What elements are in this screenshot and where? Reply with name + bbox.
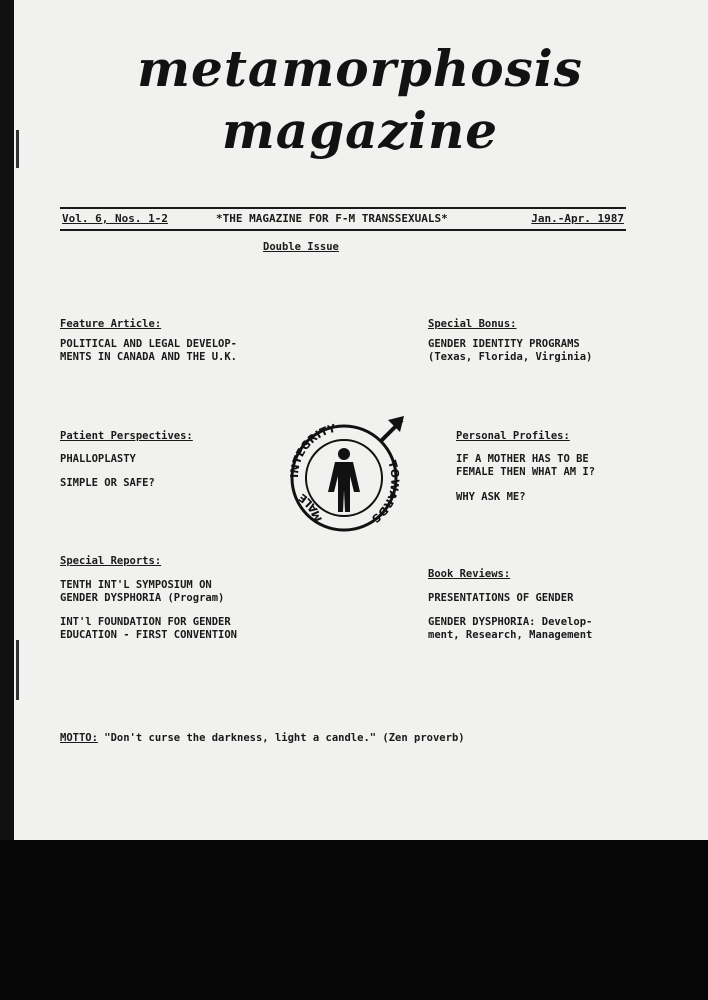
feature-line-2: MENTS IN CANADA AND THE U.K. xyxy=(60,351,238,363)
profiles-line-2: FEMALE THEN WHAT AM I? xyxy=(456,466,596,478)
svg-text:TOWARDS xyxy=(369,459,402,525)
patient-heading: Patient Perspectives: xyxy=(60,430,193,442)
issue-note: Double Issue xyxy=(263,241,339,253)
reviews-item-1: PRESENTATIONS OF GENDER xyxy=(428,592,574,604)
reports-item-1-line-2: GENDER DYSPHORIA (Program) xyxy=(60,592,225,604)
magazine-title xyxy=(80,38,640,162)
bonus-line-2: (Texas, Florida, Virginia) xyxy=(428,351,593,363)
profiles-line-1: IF A MOTHER HAS TO BE xyxy=(456,453,589,465)
feature-line-1: POLITICAL AND LEGAL DEVELOP- xyxy=(60,338,238,350)
profiles-heading: Personal Profiles: xyxy=(456,430,570,442)
masthead-bar xyxy=(60,207,626,231)
staple-mark xyxy=(16,640,19,700)
volume-number: Vol. 6, Nos. 1-2 xyxy=(62,212,168,225)
reviews-item-2-line-2: ment, Research, Management xyxy=(428,629,593,641)
motto xyxy=(60,732,465,744)
logo-word-integrity: INTEGRITY xyxy=(287,421,338,479)
title-line-2: magazine xyxy=(221,101,499,160)
figure-body xyxy=(328,462,360,512)
logo-word-male: MALE xyxy=(296,490,326,524)
reports-item-2-line-1: INT'l FOUNDATION FOR GENDER xyxy=(60,616,231,628)
patient-item-1: PHALLOPLASTY xyxy=(60,453,136,465)
reports-item-2-line-2: EDUCATION - FIRST CONVENTION xyxy=(60,629,238,641)
issue-date: Jan.-Apr. 1987 xyxy=(531,212,624,225)
profiles-item-2: WHY ASK ME? xyxy=(456,491,526,503)
bonus-heading: Special Bonus: xyxy=(428,318,517,330)
reviews-item-2-line-1: GENDER DYSPHORIA: Develop- xyxy=(428,616,593,628)
reviews-heading: Book Reviews: xyxy=(428,568,511,580)
bonus-line-1: GENDER IDENTITY PROGRAMS xyxy=(428,338,580,350)
integrity-towards-male-logo xyxy=(280,414,408,542)
reports-heading: Special Reports: xyxy=(60,555,162,567)
figure-head xyxy=(338,448,350,460)
reports-item-1-line-1: TENTH INT'L SYMPOSIUM ON xyxy=(60,579,212,591)
feature-heading: Feature Article: xyxy=(60,318,162,330)
motto-text: "Don't curse the darkness, light a candle." (Zen proverb) xyxy=(97,732,465,744)
scan-background xyxy=(0,840,708,1000)
title-line-1: metamorphosis xyxy=(137,39,583,98)
logo-word-towards: TOWARDS xyxy=(369,458,402,526)
staple-mark xyxy=(16,130,19,168)
svg-text:INTEGRITY xyxy=(288,422,338,479)
motto-label: MOTTO: xyxy=(60,732,98,744)
patient-item-2: SIMPLE OR SAFE? xyxy=(60,477,155,489)
masthead-tagline: *THE MAGAZINE FOR F-M TRANSSEXUALS* xyxy=(216,212,448,225)
